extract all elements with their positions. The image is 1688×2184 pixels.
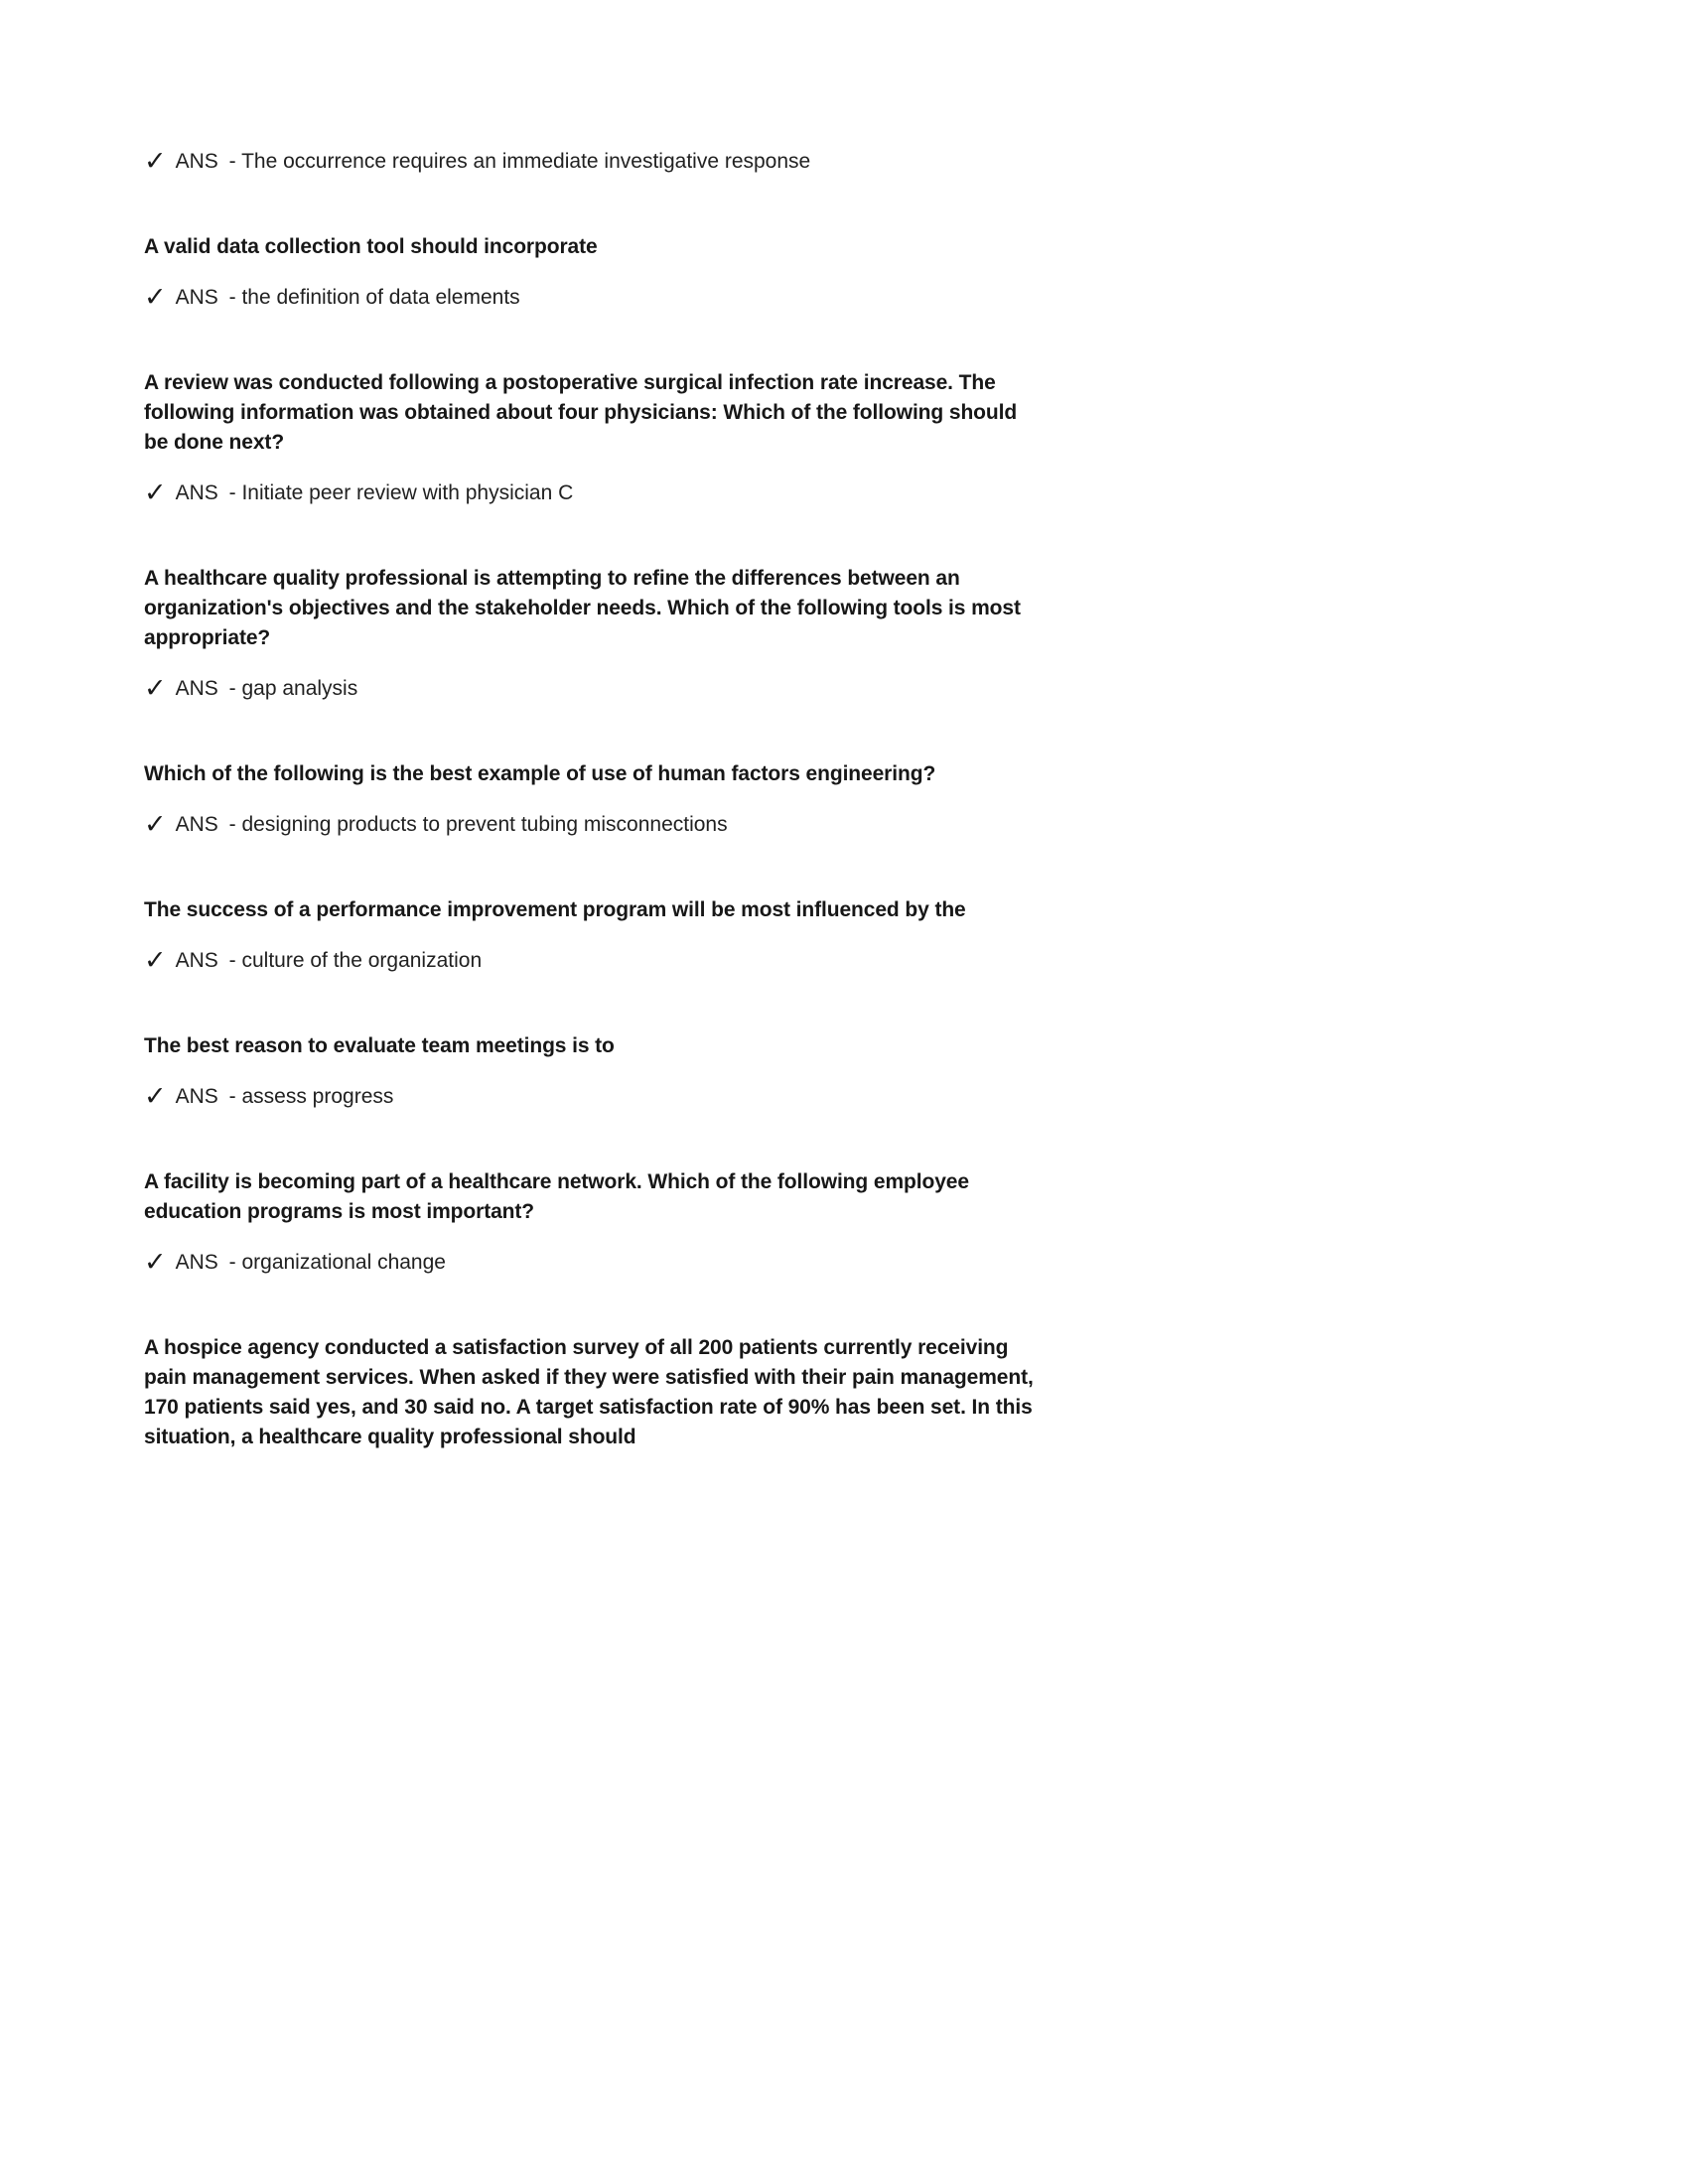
answer-label: ANS [175, 813, 218, 836]
answer-label: ANS [175, 286, 218, 309]
question-text: A valid data collection tool should incorporate [144, 235, 598, 258]
answer-text: - organizational change [222, 1251, 446, 1274]
check-icon: ✓ [144, 146, 167, 176]
answer-label: ANS [175, 949, 218, 972]
question-text: A review was conducted following a postoperative surgical infection rate increase. The following information was obtained about four physicians: Which of the following should be done next? [144, 371, 1018, 454]
check-icon: ✓ [144, 673, 167, 703]
check-icon: ✓ [144, 282, 167, 312]
question-text: The best reason to evaluate team meetings is to [144, 1034, 615, 1057]
answer-text: - designing products to prevent tubing misconnections [222, 813, 728, 836]
answer-text: - culture of the organization [222, 949, 483, 972]
answer-line [144, 1081, 1043, 1112]
answer-label: ANS [175, 1251, 218, 1274]
answer-line [144, 673, 1043, 704]
qa-list [0, 0, 1043, 1452]
answer-line [144, 282, 1043, 313]
qa-item [144, 232, 1043, 313]
answer-line [144, 1247, 1043, 1278]
question-text: Which of the following is the best example of use of human factors engineering? [144, 762, 936, 785]
answer-text: - The occurrence requires an immediate investigative response [222, 150, 811, 173]
answer-line [144, 945, 1043, 976]
qa-item [144, 368, 1043, 508]
answer-line [144, 146, 1043, 177]
question-text: A healthcare quality professional is attempting to refine the differences between an organization's objectives and the stakeholder needs. Which of the following tools is most appropriate? [144, 567, 1021, 649]
qa-item [144, 895, 1043, 976]
qa-item [144, 1031, 1043, 1112]
answer-line [144, 478, 1043, 508]
question-text: A facility is becoming part of a healthcare network. Which of the following employee education programs is most important? [144, 1170, 969, 1223]
check-icon: ✓ [144, 1247, 167, 1277]
qa-item [144, 1167, 1043, 1278]
qa-item [144, 564, 1043, 704]
check-icon: ✓ [144, 945, 167, 975]
check-icon: ✓ [144, 1081, 167, 1111]
qa-item [144, 146, 1043, 177]
answer-text: - the definition of data elements [222, 286, 520, 309]
answer-label: ANS [175, 677, 218, 700]
qa-item [144, 1333, 1043, 1452]
check-icon: ✓ [144, 478, 167, 507]
question-text: A hospice agency conducted a satisfaction survey of all 200 patients currently receiving pain management services. When asked if they were satisfied with their pain management, 170 patients said yes, and 30 said no. A target satisfaction rate of 90% has been set. In this situation, a healthcare quality professional should [144, 1336, 1034, 1448]
question-text: The success of a performance improvement program will be most influenced by the [144, 898, 966, 921]
answer-label: ANS [175, 150, 218, 173]
answer-text: - Initiate peer review with physician C [222, 481, 574, 504]
answer-text: - assess progress [222, 1085, 394, 1108]
check-icon: ✓ [144, 809, 167, 839]
answer-label: ANS [175, 481, 218, 504]
answer-line [144, 809, 1043, 840]
answer-text: - gap analysis [222, 677, 358, 700]
answer-label: ANS [175, 1085, 218, 1108]
qa-item [144, 759, 1043, 840]
